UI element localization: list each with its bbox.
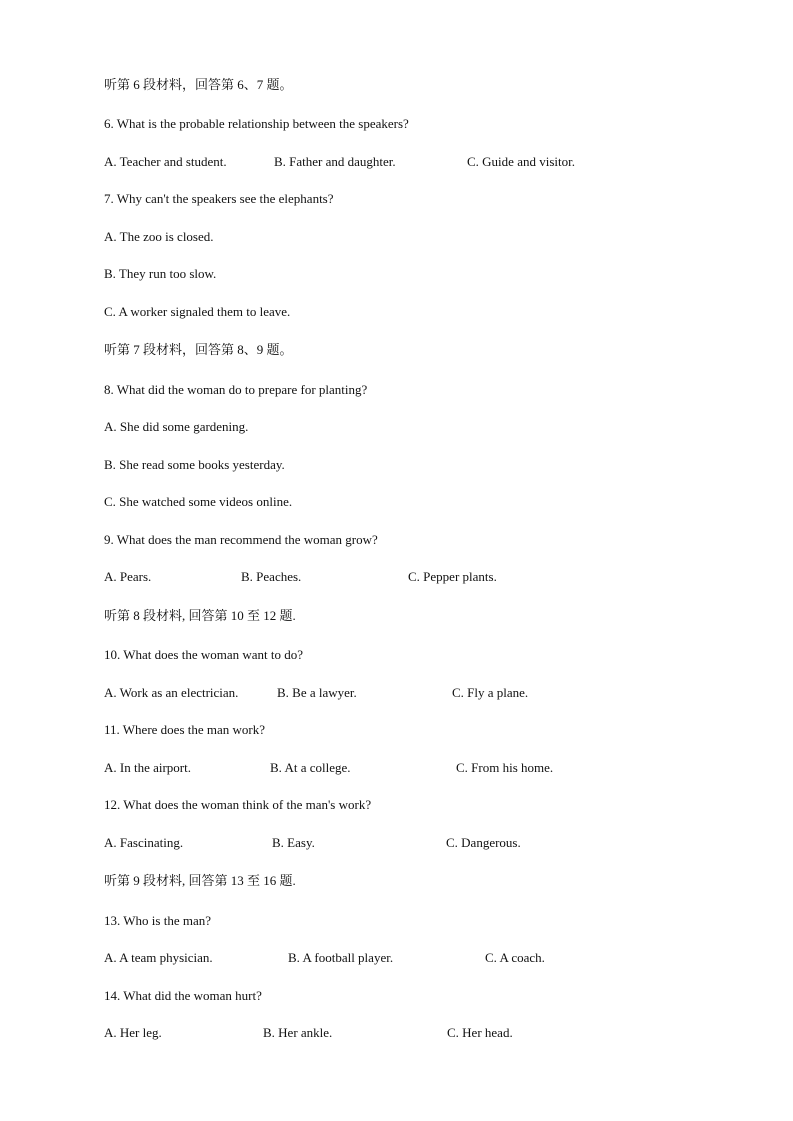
question-6: 6. What is the probable relationship between the speakers?	[104, 116, 409, 131]
question-9: 9. What does the man recommend the woman grow?	[104, 532, 378, 547]
question-11-option-b: B. At a college.	[270, 760, 351, 775]
question-11-option-a: A. In the airport.	[104, 760, 192, 775]
question-7: 7. Why can't the speakers see the elephants?	[104, 191, 334, 206]
question-9-option-a: A. Pears.	[104, 569, 152, 584]
question-6-option-b: B. Father and daughter.	[274, 154, 396, 169]
question-14-option-c: C. Her head.	[447, 1025, 513, 1040]
question-8-option-a: A. She did some gardening.	[104, 419, 249, 434]
question-10-option-a: A. Work as an electrician.	[104, 685, 239, 700]
question-9-option-c: C. Pepper plants.	[408, 569, 497, 584]
section-heading-8: 听第 8 段材料, 回答第 10 至 12 题.	[104, 608, 296, 623]
question-7-option-a: A. The zoo is closed.	[104, 229, 214, 244]
question-12: 12. What does the woman think of the man's work?	[104, 797, 372, 812]
question-12-option-a: A. Fascinating.	[104, 835, 184, 850]
question-14: 14. What did the woman hurt?	[104, 988, 262, 1003]
section-heading-6: 听第 6 段材料，回答第 6、7 题。	[104, 77, 293, 92]
question-11-option-c: C. From his home.	[456, 760, 554, 775]
question-10: 10. What does the woman want to do?	[104, 647, 304, 662]
section-heading-9: 听第 9 段材料, 回答第 13 至 16 题.	[104, 873, 296, 888]
question-8-option-c: C. She watched some videos online.	[104, 494, 293, 509]
question-6-option-c: C. Guide and visitor.	[467, 154, 575, 169]
question-12-option-b: B. Easy.	[272, 835, 315, 850]
question-13-option-c: C. A coach.	[485, 950, 545, 965]
question-11: 11. Where does the man work?	[104, 722, 266, 737]
question-10-option-c: C. Fly a plane.	[452, 685, 529, 700]
question-8-option-b: B. She read some books yesterday.	[104, 457, 285, 472]
question-12-option-c: C. Dangerous.	[446, 835, 521, 850]
question-7-option-c: C. A worker signaled them to leave.	[104, 304, 291, 319]
section-heading-7: 听第 7 段材料，回答第 8、9 题。	[104, 342, 293, 357]
question-13-option-b: B. A football player.	[288, 950, 394, 965]
question-13: 13. Who is the man?	[104, 913, 211, 928]
question-14-option-b: B. Her ankle.	[263, 1025, 333, 1040]
question-14-option-a: A. Her leg.	[104, 1025, 162, 1040]
question-8: 8. What did the woman do to prepare for planting?	[104, 382, 368, 397]
question-9-option-b: B. Peaches.	[241, 569, 302, 584]
question-6-option-a: A. Teacher and student.	[104, 154, 227, 169]
question-7-option-b: B. They run too slow.	[104, 266, 217, 281]
question-10-option-b: B. Be a lawyer.	[277, 685, 357, 700]
question-13-option-a: A. A team physician.	[104, 950, 213, 965]
